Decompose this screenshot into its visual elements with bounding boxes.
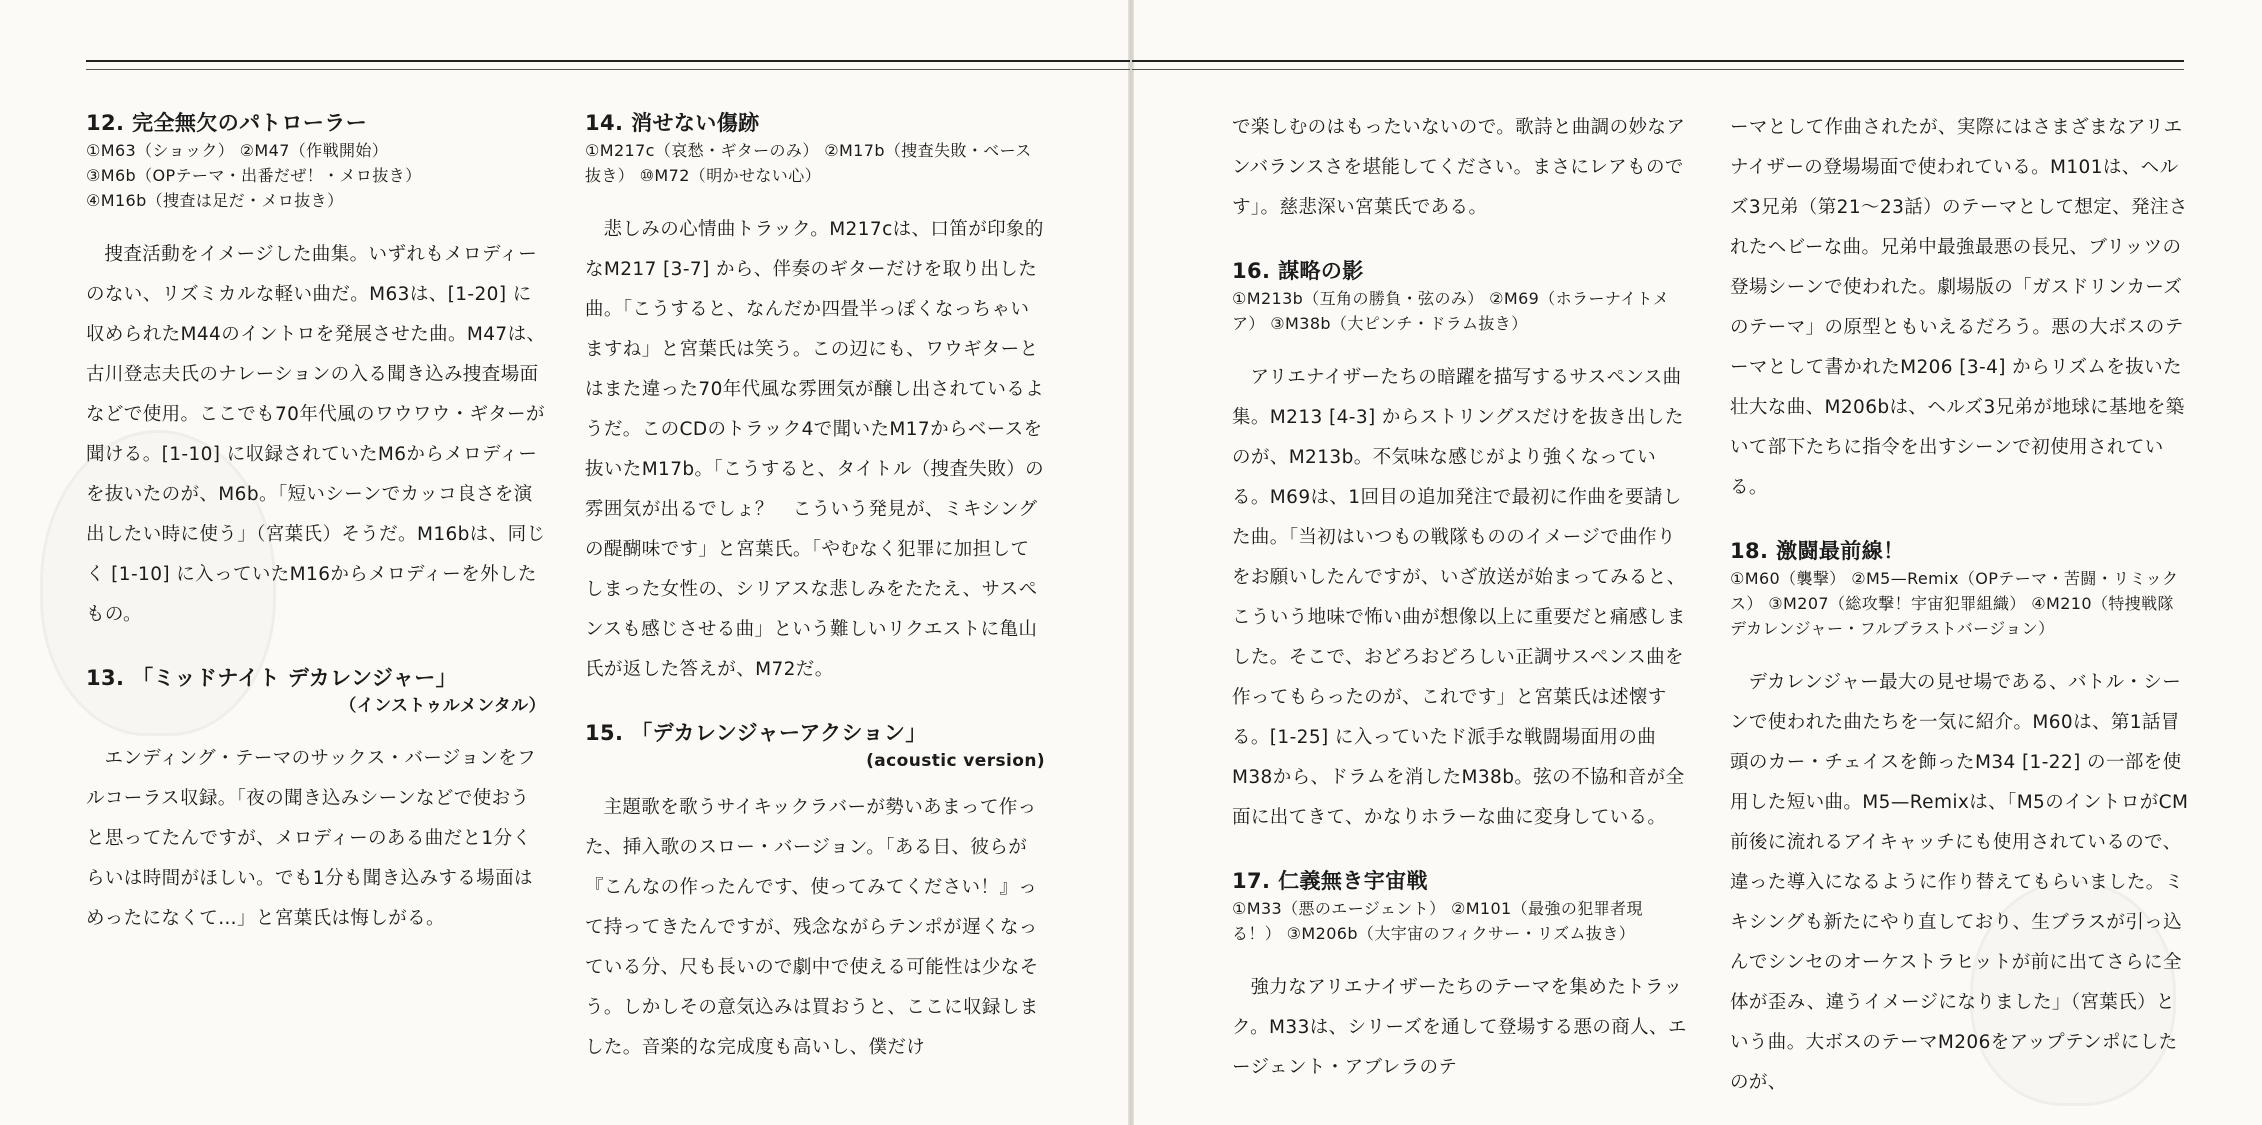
track-12-body: 捜査活動をイメージした曲集。いずれもメロディーのない、リズミカルな軽い曲だ。M63は、[1-20] に収められたM44のイントロを発展させた曲。M47は、古川登志夫氏のナレーションの入る聞き込み捜査場面などで使用。ここでも70年代風のワウワウ・ギターが聞ける。[1-10] に収録されていたM6からメロディーを抜いたのが、M6b。「短いシーンでカッコ良さを演出したい時に使う」（宮葉氏）そうだ。M16bは、同じく [1-10] に入っていたM16からメロディーを外したもの。: [86, 244, 546, 625]
column-4: [1730, 108, 2190, 1121]
column-3: [1232, 108, 1692, 1106]
top-rule-left: [86, 60, 1130, 70]
track-17-cues: ①M33（悪のエージェント） ②M101（最強の犯罪者現る！） ③M206b（大宇宙のフィクサー・リズム抜き）: [1232, 899, 1643, 943]
track-13-body: エンディング・テーマのサックス・バージョンをフルコーラス収録。「夜の聞き込みシーンなどで使おうと思ってたんですが、メロディーのある曲だと1分くらいは時間がほしい。でも1分も聞き込みする場面はめったになくて…」と宮葉氏は悔しがる。: [86, 748, 537, 929]
page-fold: [1128, 0, 1134, 1125]
track-13-subtitle: （インストゥルメンタル）: [339, 696, 546, 716]
track-14-body: 悲しみの心情曲トラック。M217cは、口笛が印象的なM217 [3-7] から、伴奏のギターだけを取り出した曲。「こうすると、なんだか四畳半っぽくなっちゃいますね」と宮葉氏は笑う。この辺にも、ワウギターとはまた違った70年代風な雰囲気が醸し出されているようだ。このCDのトラック4で聞いたM17からベースを抜いたM17b。「こうすると、タイトル（捜査失敗）の雰囲気が出るでしょ？ こういう発見が、ミキシングの醍醐味です」と宮葉氏。「やむなく犯罪に加担してしまった女性の、シリアスな悲しみをたたえ、サスペンスも感じさせる曲」という難しいリクエストに亀山氏が返した答えが、M72だ。: [585, 219, 1045, 680]
column-1: [86, 108, 546, 957]
track-16-title: 16. 謀略の影: [1232, 259, 1364, 283]
track-12-cues: ①M63（ショック） ②M47（作戦開始） ③M6b（OPテーマ・出番だぜ！・メロ抜き） ④M16b（捜査は足だ・メロ抜き）: [86, 141, 422, 210]
track-15-subtitle: (acoustic version): [866, 751, 1045, 771]
track-15-continued: で楽しむのはもったいないので。歌詩と曲調の妙なアンバランスさを堪能してください。まさにレアものです」。慈悲深い宮葉氏である。: [1232, 117, 1686, 218]
track-15-title: 15. 「デカレンジャーアクション」: [585, 721, 927, 745]
track-12-title: 12. 完全無欠のパトローラー: [86, 111, 368, 135]
track-18-cues: ①M60（襲撃） ②M5—Remix（OPテーマ・苦闘・リミックス） ③M207（総攻撃！宇宙犯罪組織） ④M210（特捜戦隊デカレンジャー・フルブラストバージョン）: [1730, 569, 2179, 638]
top-rule-right: [1132, 60, 2184, 70]
track-17-body: 強力なアリエナイザーたちのテーマを集めたトラック。M33は、シリーズを通して登場する悪の商人、エージェント・アブレラのテ: [1232, 977, 1687, 1078]
track-17-title: 17. 仁義無き宇宙戦: [1232, 869, 1428, 893]
track-14-cues: ①M217c（哀愁・ギターのみ） ②M17b（捜査失敗・ベース抜き） ⑩M72（明かせない心）: [585, 141, 1032, 185]
track-17-continued: ーマとして作曲されたが、実際にはさまざまなアリエナイザーの登場場面で使われている。M101は、ヘルズ3兄弟（第21〜23話）のテーマとして想定、発注されたヘビーな曲。兄弟中最強最悪の長兄、ブリッツの登場シーンで使われた。劇場版の「ガスドリンカーズのテーマ」の原型ともいえるだろう。悪の大ボスのテーマとして書かれたM206 [3-4] からリズムを抜いた壮大な曲、M206bは、ヘルズ3兄弟が地球に基地を築いて部下たちに指令を出すシーンで初使用されている。: [1730, 117, 2188, 498]
track-13-title: 13. 「ミッドナイト デカレンジャー」: [86, 666, 458, 690]
track-16-body: アリエナイザーたちの暗躍を描写するサスペンス曲集。M213 [4-3] からストリングスだけを抜き出したのが、M213b。不気味な感じがより強くなっている。M69は、1回目の追加発注で最初に作曲を要請した曲。「当初はいつもの戦隊もののイメージで曲作りをお願いしたんですが、いざ放送が始まってみると、こういう地味で怖い曲が想像以上に重要だと痛感しました。そこで、おどろおどろしい正調サスペンス曲を作ってもらったのが、これです」と宮葉氏は述懐する。[1-25] に入っていたド派手な戦闘場面用の曲M38から、ドラムを消したM38b。弦の不協和音が全面に出てきて、かなりホラーな曲に変身している。: [1232, 367, 1686, 828]
track-18-title: 18. 激闘最前線！: [1730, 539, 1905, 563]
track-18-body: デカレンジャー最大の見せ場である、バトル・シーンで使われた曲たちを一気に紹介。M60は、第1話冒頭のカー・チェイスを飾ったM34 [1-22] の一部を使用した短い曲。M5—Remixは、「M5のイントロがCM前後に流れるアイキャッチにも使用されているので、違った導入になるように作り替えてもらいました。ミキシングも新たにやり直しており、生ブラスが引っ込んでシンセのオーケストラヒットが前に出てさらに全体が歪み、違うイメージになりました」（宮葉氏）という曲。大ボスのテーマM206をアップテンポにしたのが、: [1730, 672, 2189, 1093]
track-16-cues: ①M213b（互角の勝負・弦のみ） ②M69（ホラーナイトメア） ③M38b（大ピンチ・ドラム抜き）: [1232, 289, 1670, 333]
column-2: [585, 108, 1045, 1086]
track-15-body: 主題歌を歌うサイキックラバーが勢いあまって作った、挿入歌のスロー・バージョン。「ある日、彼らが『こんなの作ったんです、使ってみてください！』って持ってきたんですが、残念ながらテンポが遅くなっている分、尺も長いので劇中で使える可能性は少なそう。しかしその意気込みは買おうと、ここに収録しました。音楽的な完成度も高いし、僕だけ: [585, 797, 1039, 1058]
track-14-title: 14. 消せない傷跡: [585, 111, 760, 135]
